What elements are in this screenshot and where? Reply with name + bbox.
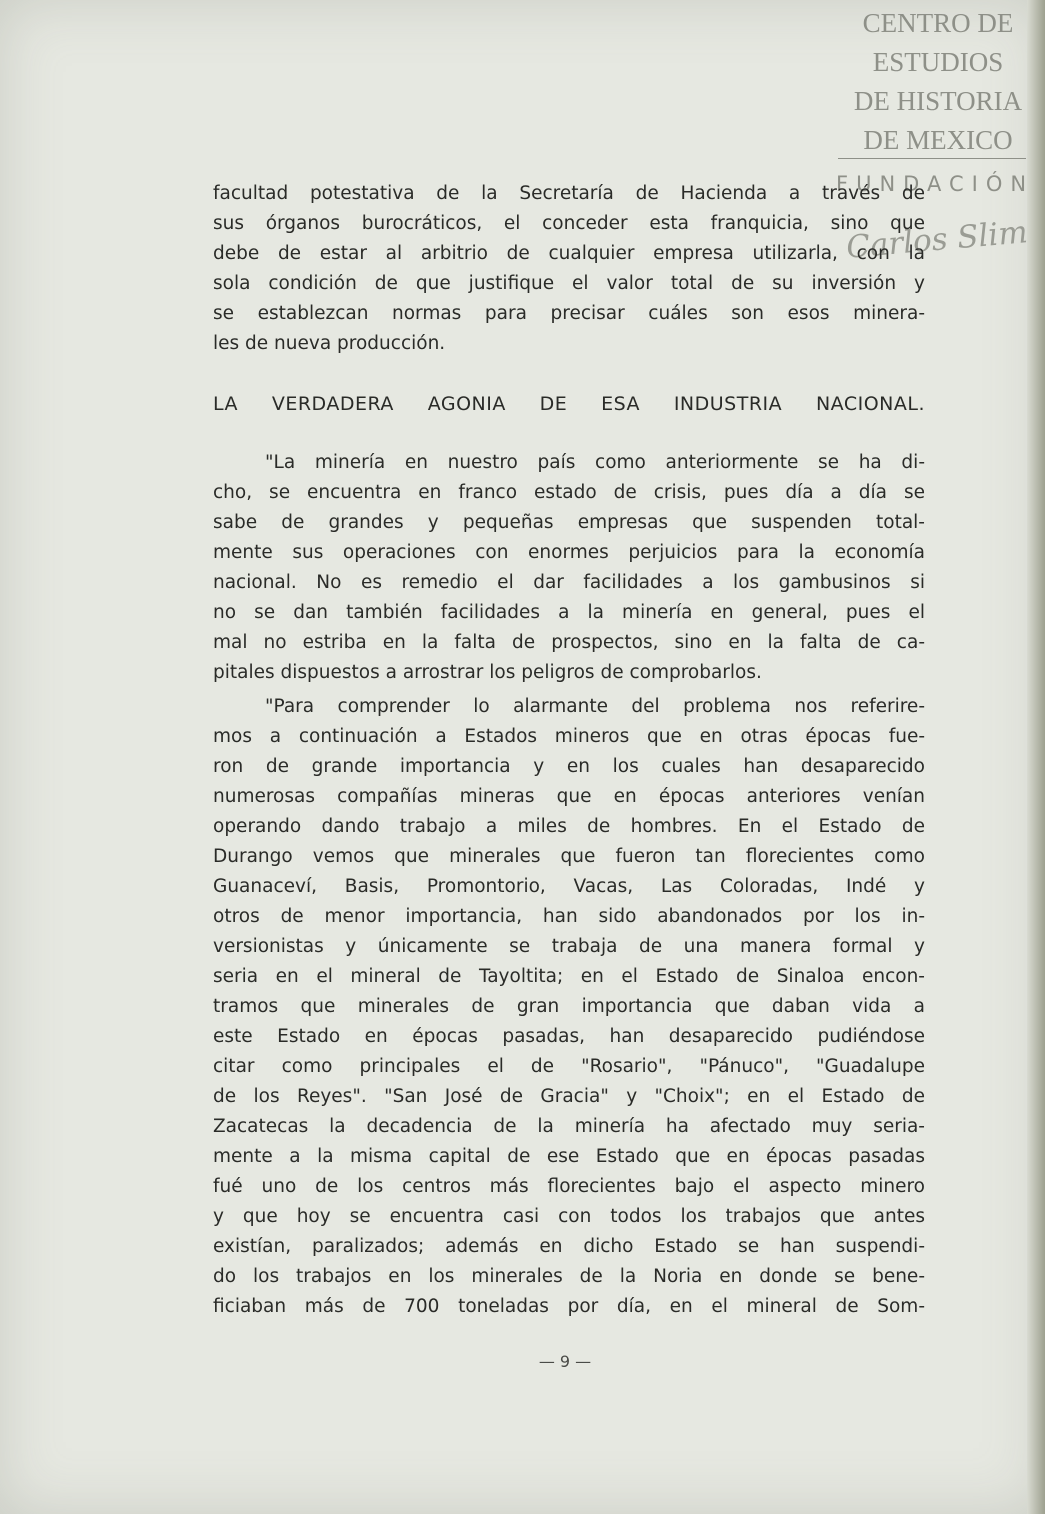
text-line: operando dando trabajo a miles de hombres. En el Estado de [213,816,925,837]
text-line: nacional. No es remedio el dar facilidades a los gambusinos si [213,572,925,593]
text-line: sabe de grandes y pequeñas empresas que suspenden total- [213,512,925,533]
text-line: mente sus operaciones con enormes perjuicios para la economía [213,542,925,563]
text-line: fué uno de los centros más florecientes bajo el aspecto minero [213,1176,925,1197]
text-line: pitales dispuestos a arrostrar los peligros de comprobarlos. [213,662,762,683]
text-line: mal no estriba en la falta de prospectos, sino en la falta de ca- [213,632,925,653]
signature-stamp: Carlos Slim [844,214,1030,266]
section-heading: LA VERDADERA AGONIA DE ESA INDUSTRIA NACIONAL. [213,393,925,415]
text-line: y que hoy se encuentra casi con todos los trabajos que antes [213,1206,925,1227]
watermark-line: DE HISTORIA [853,86,1023,116]
text-line: facultad potestativa de la Secretaría de Hacienda a través de [213,183,925,204]
text-line: otros de menor importancia, han sido abandonados por los in- [213,906,925,927]
watermark-divider [838,158,1026,159]
text-line: mos a continuación a Estados mineros que en otras épocas fue- [213,726,925,747]
text-line: seria en el mineral de Tayoltita; en el Estado de Sinaloa encon- [213,966,925,987]
text-line: este Estado en épocas pasadas, han desaparecido pudiéndose [213,1026,925,1047]
text-line: do los trabajos en los minerales de la Noria en donde se bene- [213,1266,925,1287]
text-line: debe de estar al arbitrio de cualquier empresa utilizarla, con la [213,243,925,264]
text-line: Zacatecas la decadencia de la minería ha afectado muy seria- [213,1116,925,1137]
text-line: ficiaban más de 700 toneladas por día, en el mineral de Som- [213,1296,925,1317]
text-line: Durango vemos que minerales que fueron tan florecientes como [213,846,925,867]
text-line: existían, paralizados; además en dicho Estado se han suspendi- [213,1236,925,1257]
text-line: sus órganos burocráticos, el conceder esta franquicia, sino que [213,213,925,234]
page-edge-shadow [1027,0,1045,1514]
text-line: ron de grande importancia y en los cuales han desaparecido [213,756,925,777]
text-line: se establezcan normas para precisar cuáles son esos minera- [213,303,925,324]
text-line: tramos que minerales de gran importancia que daban vida a [213,996,925,1017]
text-line: mente a la misma capital de ese Estado que en épocas pasadas [213,1146,925,1167]
text-line: sola condición de que justifique el valor total de su inversión y [213,273,925,294]
archive-watermark [838,4,1038,160]
text-line: citar como principales el de "Rosario", "Pánuco", "Guadalupe [213,1056,925,1077]
text-line: de los Reyes". "San José de Gracia" y "Choix"; en el Estado de [213,1086,925,1107]
text-line: numerosas compañías mineras que en épocas anteriores venían [213,786,925,807]
fundacion-label: FUNDACIÓN [836,172,1035,196]
text-line: cho, se encuentra en franco estado de crisis, pues día a día se [213,482,925,503]
page-number: — 9 — [538,1352,592,1371]
text-line: versionistas y únicamente se trabaja de una manera formal y [213,936,925,957]
watermark-line: DE MEXICO [863,125,1013,155]
watermark-line: ESTUDIOS [872,47,1004,77]
text-line: "La minería en nuestro país como anteriormente se ha di- [265,452,925,473]
text-line: les de nueva producción. [213,333,446,354]
text-line: Guanaceví, Basis, Promontorio, Vacas, Las Coloradas, Indé y [213,876,925,897]
watermark-line: CENTRO DE [862,8,1014,38]
text-line: "Para comprender lo alarmante del problema nos referire- [265,696,925,717]
text-line: no se dan también facilidades a la minería en general, pues el [213,602,925,623]
